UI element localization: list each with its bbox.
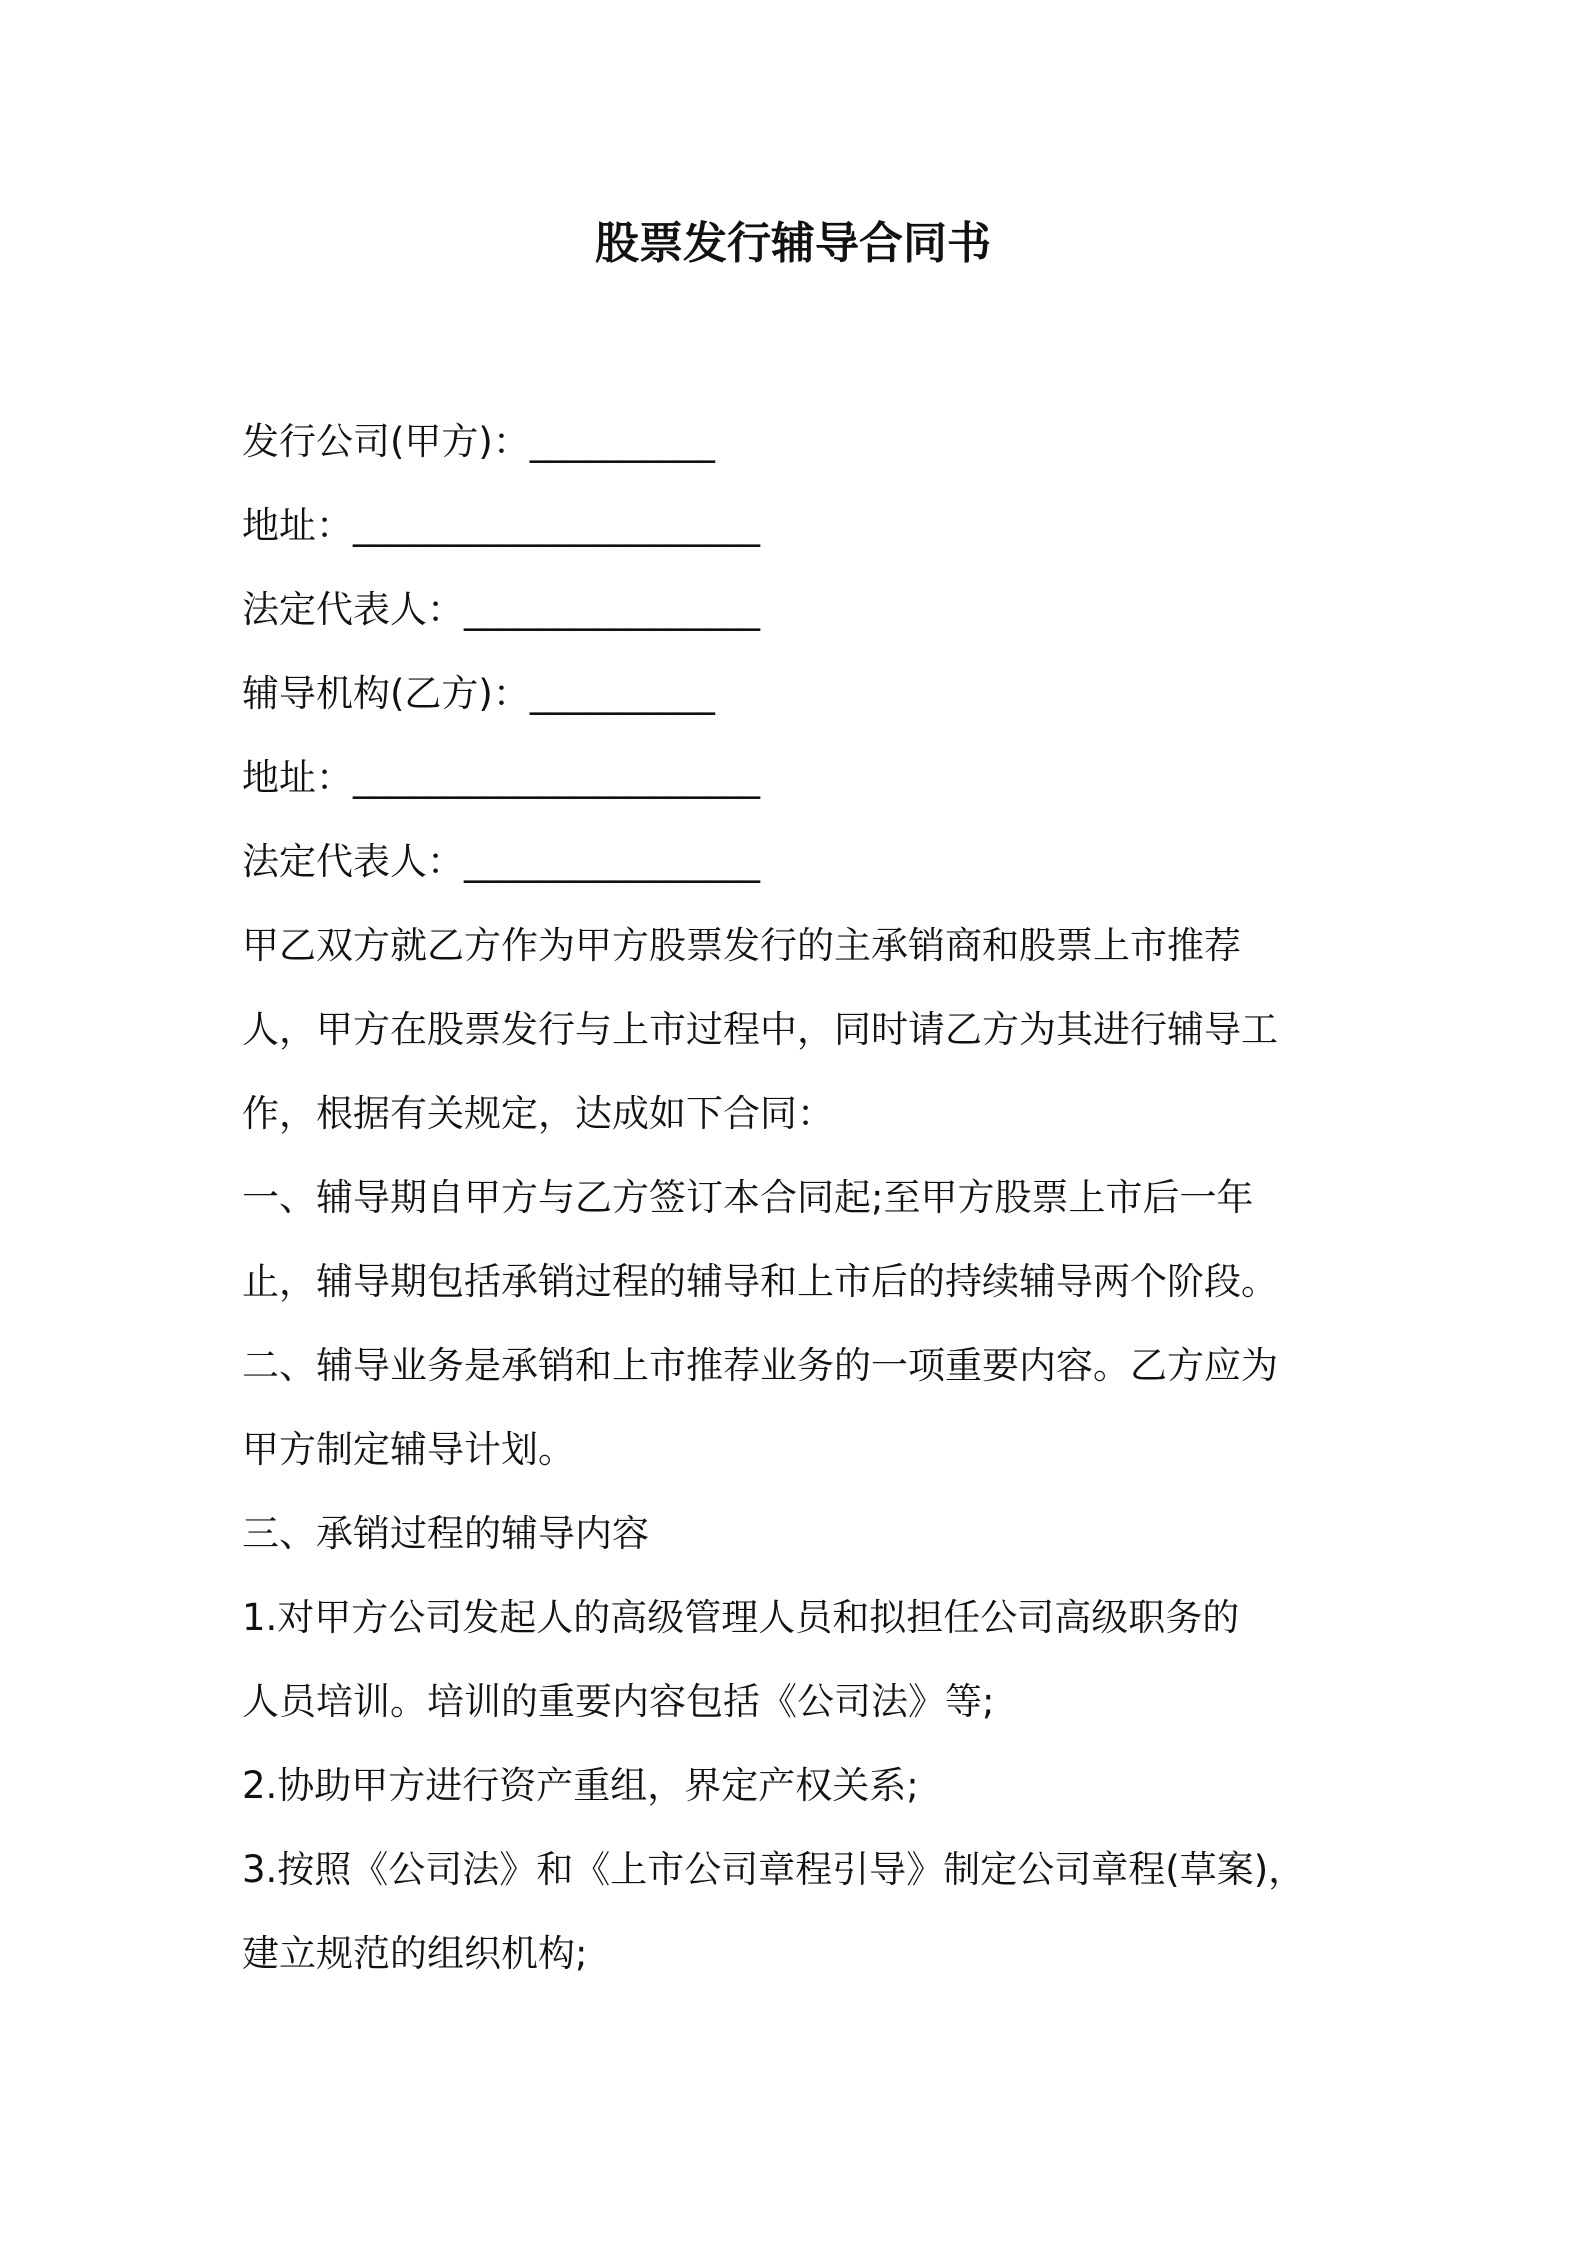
party-a-company-line: 发行公司(甲方)：__________: [242, 420, 715, 463]
item-1-line-2: 人员培训。培训的重要内容包括《公司法》等;: [242, 1680, 995, 1723]
party-a-representative-line: 法定代表人：________________: [242, 588, 760, 631]
clause-2-line-1: 二、辅导业务是承销和上市推荐业务的一项重要内容。乙方应为: [242, 1344, 1278, 1387]
preamble-line-1: 甲乙双方就乙方作为甲方股票发行的主承销商和股票上市推荐: [242, 924, 1241, 967]
item-3-line-2: 建立规范的组织机构;: [242, 1932, 588, 1975]
preamble-line-2: 人，甲方在股票发行与上市过程中，同时请乙方为其进行辅导工: [242, 1008, 1278, 1051]
item-2-line: 2.协助甲方进行资产重组，界定产权关系;: [242, 1764, 919, 1807]
preamble-line-3: 作，根据有关规定，达成如下合同：: [242, 1092, 834, 1135]
item-3-line-1: 3.按照《公司法》和《上市公司章程引导》制定公司章程(草案)，: [242, 1848, 1306, 1891]
party-b-representative-line: 法定代表人：________________: [242, 840, 760, 883]
party-b-institution-line: 辅导机构(乙方)：__________: [242, 672, 715, 715]
item-1-line-1: 1.对甲方公司发起人的高级管理人员和拟担任公司高级职务的: [242, 1596, 1240, 1639]
clause-2-line-2: 甲方制定辅导计划。: [242, 1428, 575, 1471]
clause-1-line-2: 止，辅导期包括承销过程的辅导和上市后的持续辅导两个阶段。: [242, 1260, 1278, 1303]
party-a-address-line: 地址：______________________: [242, 504, 760, 547]
clause-1-line-1: 一、辅导期自甲方与乙方签订本合同起;至甲方股票上市后一年: [242, 1176, 1254, 1219]
document-title: 股票发行辅导合同书: [595, 218, 991, 269]
party-b-address-line: 地址：______________________: [242, 756, 760, 799]
document-body: [242, 400, 1362, 1996]
clause-3-heading: 三、承销过程的辅导内容: [242, 1512, 649, 1555]
